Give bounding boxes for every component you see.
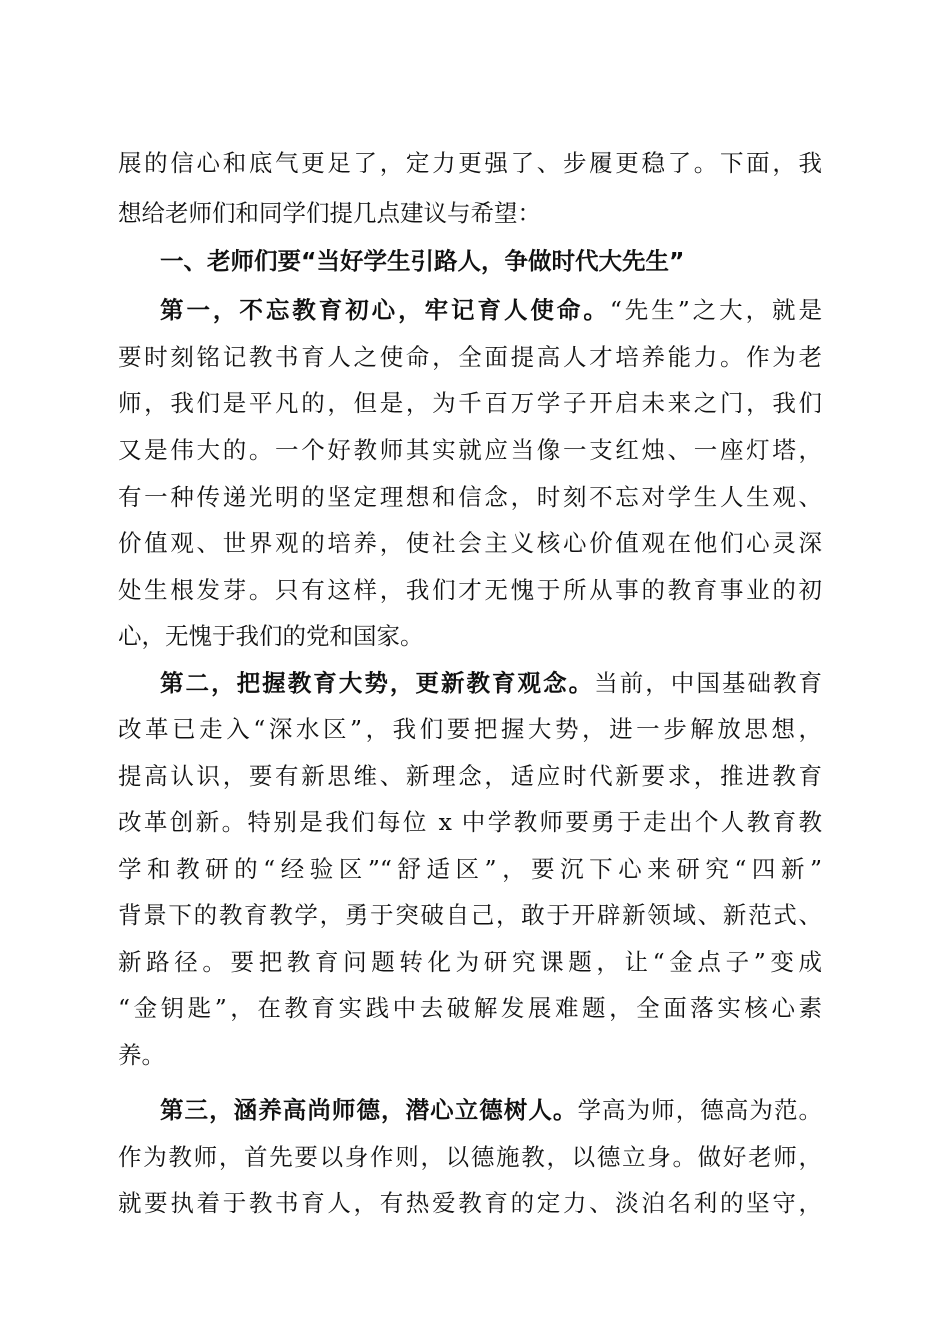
subheading-text: 第一，不忘教育初心，牢记育人使命。 bbox=[160, 296, 610, 324]
paragraph-line bbox=[118, 340, 822, 374]
line-text: 价值观、世界观的培养，使社会主义核心价值观在他们心灵深 bbox=[118, 529, 822, 557]
paragraph-line bbox=[118, 619, 822, 653]
line-text: 提高认识，要有新思维、新理念，适应时代新要求，推进教育 bbox=[118, 762, 822, 790]
line-text: “金钥匙”，在教育实践中去破解发展难题，全面落实核心素 bbox=[118, 994, 822, 1022]
line-text: 当前，中国基础教育 bbox=[594, 669, 823, 697]
line-text: 心，无愧于我们的党和国家。 bbox=[118, 622, 424, 650]
paragraph-line bbox=[118, 573, 822, 607]
paragraph-line bbox=[118, 898, 822, 932]
paragraph-line bbox=[118, 196, 822, 230]
line-text: 师，我们是平凡的，但是，为千百万学子开启未来之门，我们 bbox=[118, 389, 822, 417]
line-text: 学高为师，德高为范。 bbox=[577, 1096, 823, 1124]
paragraph-line bbox=[118, 759, 822, 793]
paragraph-line bbox=[160, 666, 822, 700]
heading-text: 一、老师们要“当好学生引路人，争做时代大先生” bbox=[160, 247, 685, 275]
paragraph-line bbox=[118, 480, 822, 514]
subheading-text: 第二，把握教育大势，更新教育观念。 bbox=[160, 669, 595, 697]
paragraph-line bbox=[118, 945, 822, 979]
line-text: 作为教师，首先要以身作则，以德施教，以德立身。做好老师， bbox=[118, 1143, 822, 1171]
paragraph-line bbox=[118, 146, 822, 180]
paragraph-line bbox=[118, 852, 822, 886]
line-text: 展的信心和底气更足了，定力更强了、步履更稳了。下面，我 bbox=[118, 149, 822, 177]
paragraph-line bbox=[160, 1093, 822, 1127]
paragraph-line bbox=[118, 526, 822, 560]
line-text: 处生根发芽。只有这样，我们才无愧于所从事的教育事业的初 bbox=[118, 576, 822, 604]
line-text: 改革创新。特别是我们每位 x 中学教师要勇于走出个人教育教 bbox=[118, 808, 822, 836]
line-text: 要时刻铭记教书育人之使命，全面提高人才培养能力。作为老 bbox=[118, 343, 822, 371]
paragraph-line bbox=[118, 433, 822, 467]
line-text: 又是伟大的。一个好教师其实就应当像一支红烛、一座灯塔， bbox=[118, 436, 822, 464]
line-text: 学和教研的“经验区”“舒适区”，要沉下心来研究“四新” bbox=[118, 855, 822, 883]
line-text: 改革已走入“深水区”，我们要把握大势，进一步解放思想， bbox=[118, 715, 822, 743]
paragraph-line bbox=[118, 1186, 822, 1220]
paragraph-line bbox=[160, 293, 822, 327]
line-text: 有一种传递光明的坚定理想和信念，时刻不忘对学生人生观、 bbox=[118, 483, 822, 511]
section-heading bbox=[160, 244, 822, 278]
line-text: 想给老师们和同学们提几点建议与希望： bbox=[118, 199, 541, 227]
paragraph-line bbox=[118, 805, 822, 839]
subheading-text: 第三，涵养高尚师德，潜心立德树人。 bbox=[160, 1096, 578, 1124]
line-text: 养。 bbox=[118, 1041, 165, 1069]
line-text: 新路径。要把教育问题转化为研究课题，让“金点子”变成 bbox=[118, 948, 822, 976]
paragraph-line bbox=[118, 1140, 822, 1174]
line-text: 就要执着于教书育人，有热爱教育的定力、淡泊名利的坚守， bbox=[118, 1189, 822, 1217]
line-text: 背景下的教育教学，勇于突破自己，敢于开辟新领域、新范式、 bbox=[118, 901, 822, 929]
paragraph-line bbox=[118, 712, 822, 746]
paragraph-line bbox=[118, 386, 822, 420]
line-text: “先生”之大，就是 bbox=[609, 296, 823, 324]
paragraph-line bbox=[118, 991, 822, 1025]
paragraph-line bbox=[118, 1038, 822, 1072]
